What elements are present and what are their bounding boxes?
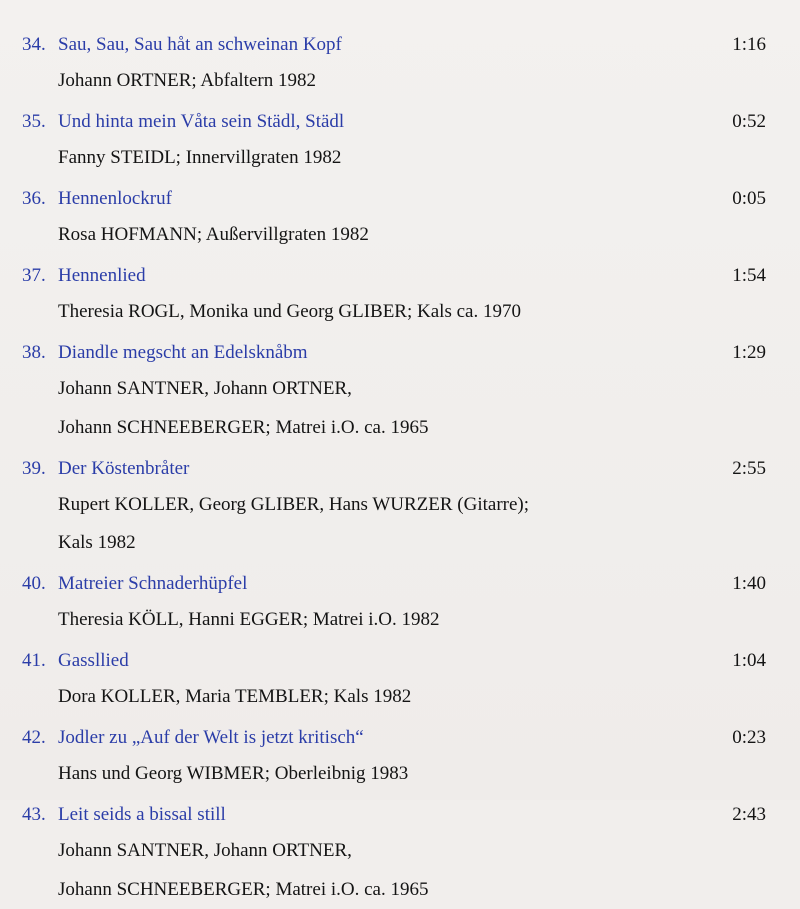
track-header: [22, 28, 778, 62]
track-performers: Rosa HOFMANN; Außervillgraten 1982: [22, 216, 778, 255]
track-performers: Johann SCHNEEBERGER; Matrei i.O. ca. 1965: [22, 871, 778, 909]
track-performers: Rupert KOLLER, Georg GLIBER, Hans WURZER (Gitarre);: [22, 486, 778, 525]
track-duration: 0:23: [732, 721, 766, 755]
track-header: [22, 721, 778, 755]
track-entry: [22, 644, 778, 717]
track-header: [22, 567, 778, 601]
track-duration: 1:40: [732, 567, 766, 601]
track-performers: Theresia KÖLL, Hanni EGGER; Matrei i.O. 1982: [22, 601, 778, 640]
track-title: Sau, Sau, Sau håt an schweinan Kopf: [58, 28, 342, 62]
track-performers: Theresia ROGL, Monika und Georg GLIBER; Kals ca. 1970: [22, 293, 778, 332]
track-title: Leit seids a bissal still: [58, 798, 226, 832]
track-number: 38.: [22, 336, 46, 370]
track-title: Matreier Schnaderhüpfel: [58, 567, 247, 601]
track-title: Jodler zu „Auf der Welt is jetzt kritisch“: [58, 721, 364, 755]
track-performers: Johann SANTNER, Johann ORTNER,: [22, 370, 778, 409]
track-performers: Fanny STEIDL; Innervillgraten 1982: [22, 139, 778, 178]
track-header: [22, 259, 778, 293]
track-title: Hennenlockruf: [58, 182, 172, 216]
track-number: 39.: [22, 452, 46, 486]
track-duration: 2:55: [732, 452, 766, 486]
track-duration: 1:04: [732, 644, 766, 678]
track-duration: 1:54: [732, 259, 766, 293]
track-number: 41.: [22, 644, 46, 678]
track-title: Der Köstenbråter: [58, 452, 189, 486]
track-duration: 1:29: [732, 336, 766, 370]
track-entry: [22, 28, 778, 101]
track-performers: Johann SANTNER, Johann ORTNER,: [22, 832, 778, 871]
track-entry: [22, 798, 778, 909]
track-header: [22, 798, 778, 832]
track-header: [22, 452, 778, 486]
track-performers: Dora KOLLER, Maria TEMBLER; Kals 1982: [22, 678, 778, 717]
track-entry: [22, 567, 778, 640]
track-duration: 0:05: [732, 182, 766, 216]
track-performers: Kals 1982: [22, 524, 778, 563]
track-header: [22, 182, 778, 216]
track-duration: 1:16: [732, 28, 766, 62]
track-title: Und hinta mein Våta sein Städl, Städl: [58, 105, 344, 139]
track-duration: 0:52: [732, 105, 766, 139]
track-performers: Johann SCHNEEBERGER; Matrei i.O. ca. 1965: [22, 409, 778, 448]
track-duration: 2:43: [732, 798, 766, 832]
track-title: Diandle megscht an Edelsknåbm: [58, 336, 308, 370]
track-entry: [22, 182, 778, 255]
track-number: 40.: [22, 567, 46, 601]
track-entry: [22, 259, 778, 332]
track-header: [22, 336, 778, 370]
track-number: 42.: [22, 721, 46, 755]
track-performers: Hans und Georg WIBMER; Oberleibnig 1983: [22, 755, 778, 794]
track-title: Gassllied: [58, 644, 129, 678]
track-number: 34.: [22, 28, 46, 62]
track-number: 43.: [22, 798, 46, 832]
track-entry: [22, 336, 778, 447]
track-performers: Johann ORTNER; Abfaltern 1982: [22, 62, 778, 101]
track-title: Hennenlied: [58, 259, 146, 293]
track-header: [22, 105, 778, 139]
track-entry: [22, 452, 778, 563]
track-number: 35.: [22, 105, 46, 139]
track-entry: [22, 105, 778, 178]
track-entry: [22, 721, 778, 794]
track-number: 37.: [22, 259, 46, 293]
track-number: 36.: [22, 182, 46, 216]
track-header: [22, 644, 778, 678]
